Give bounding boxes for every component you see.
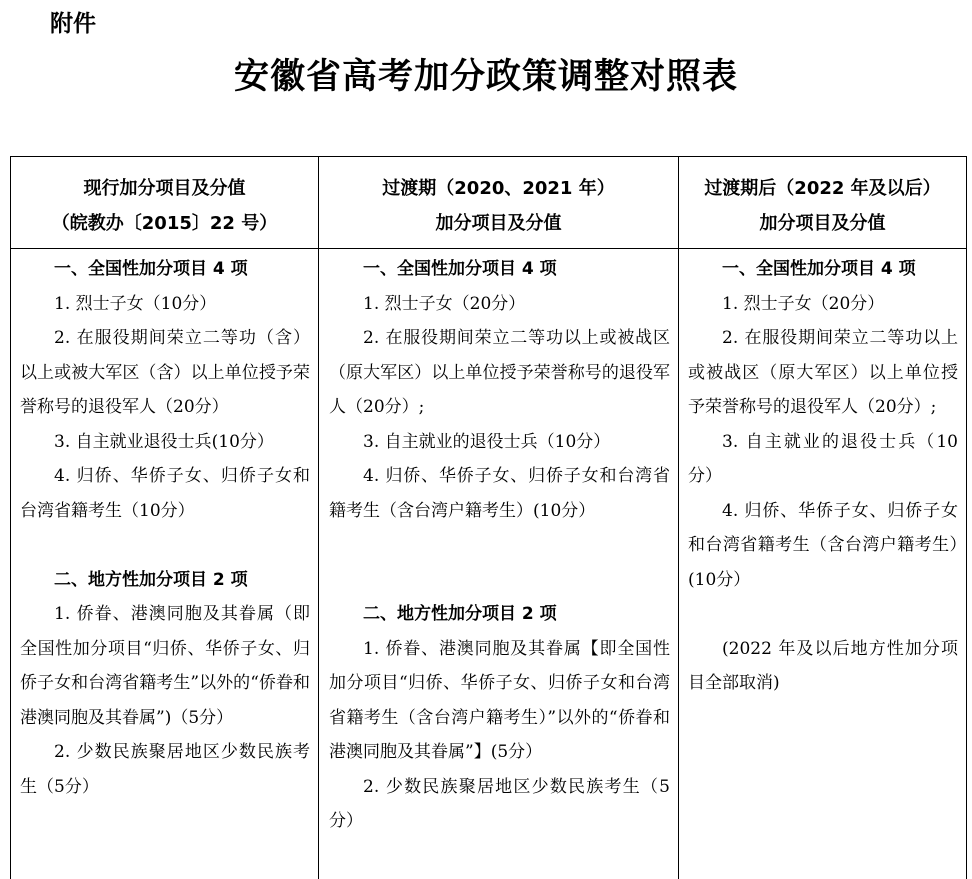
cell-post-transition xyxy=(688,252,958,701)
list-item: 4. 归侨、华侨子女、归侨子女和台湾省籍考生（10分） xyxy=(20,466,310,521)
header-transition-line-2: 加分项目及分值 xyxy=(435,213,562,234)
list-item: 4. 归侨、华侨子女、归侨子女和台湾省籍考生（含台湾户籍考生）(10分） xyxy=(329,466,670,521)
header-current-line-1: 现行加分项目及分值 xyxy=(83,178,246,199)
column-divider xyxy=(318,156,319,879)
list-item: 1. 烈士子女（20分） xyxy=(722,293,885,314)
spacer xyxy=(329,563,670,598)
list-item: 1. 侨眷、港澳同胞及其眷属（即全国性加分项目“归侨、华侨子女、归侨子女和台湾省籍考生”以外的“侨眷和港澳同胞及其眷属”)（5分） xyxy=(20,604,310,728)
cell-current xyxy=(20,252,310,804)
list-item: 2. 在服役期间荣立二等功以上或被战区（原大军区）以上单位授予荣誉称号的退役军人（20分）; xyxy=(329,328,670,417)
section-heading: 二、地方性加分项目 2 项 xyxy=(363,604,557,624)
list-item: 2. 少数民族聚居地区少数民族考生（5分） xyxy=(329,776,670,831)
header-post-transition xyxy=(679,171,966,241)
column-divider xyxy=(678,156,679,879)
header-transition-line-1: 过渡期（2020、2021 年） xyxy=(382,178,615,199)
spacer xyxy=(688,597,958,632)
list-item: 3. 自主就业的退役士兵（10分） xyxy=(688,431,958,486)
header-divider xyxy=(10,248,967,249)
header-post-transition-line-2: 加分项目及分值 xyxy=(759,213,886,234)
section-heading: 一、全国性加分项目 4 项 xyxy=(363,259,557,279)
list-item: 1. 烈士子女（10分） xyxy=(54,293,217,314)
cancellation-note: (2022 年及以后地方性加分项目全部取消) xyxy=(688,638,958,693)
attachment-label: 附件 xyxy=(50,11,96,37)
list-item: 2. 少数民族聚居地区少数民族考生（5分） xyxy=(20,742,310,797)
spacer xyxy=(329,528,670,563)
header-current xyxy=(11,171,318,241)
list-item: 2. 在服役期间荣立二等功以上或被战区（原大军区）以上单位授予荣誉称号的退役军人（20分）; xyxy=(688,328,958,417)
header-current-line-2: （皖教办〔2015〕22 号） xyxy=(51,213,278,234)
list-item: 2. 在服役期间荣立二等功（含）以上或被大军区（含）以上单位授予荣誉称号的退役军人（20分） xyxy=(20,328,310,417)
section-heading: 一、全国性加分项目 4 项 xyxy=(722,259,916,279)
header-transition xyxy=(319,171,678,241)
list-item: 3. 自主就业退役士兵(10分） xyxy=(54,431,274,452)
header-post-transition-line-1: 过渡期后（2022 年及以后） xyxy=(704,178,941,199)
list-item: 3. 自主就业的退役士兵（10分） xyxy=(363,431,611,452)
list-item: 1. 烈士子女（20分） xyxy=(363,293,526,314)
section-heading: 一、全国性加分项目 4 项 xyxy=(54,259,248,279)
spacer xyxy=(20,528,310,563)
section-heading: 二、地方性加分项目 2 项 xyxy=(54,569,248,590)
document-title: 安徽省高考加分政策调整对照表 xyxy=(233,56,738,97)
list-item: 1. 侨眷、港澳同胞及其眷属【即全国性加分项目“归侨、华侨子女、归侨子女和台湾省籍考生（含台湾户籍考生）”以外的“侨眷和港澳同胞及其眷属”】(5分） xyxy=(329,638,670,762)
list-item: 4. 归侨、华侨子女、归侨子女和台湾省籍考生（含台湾户籍考生）(10分） xyxy=(688,500,958,590)
cell-transition xyxy=(329,252,670,839)
